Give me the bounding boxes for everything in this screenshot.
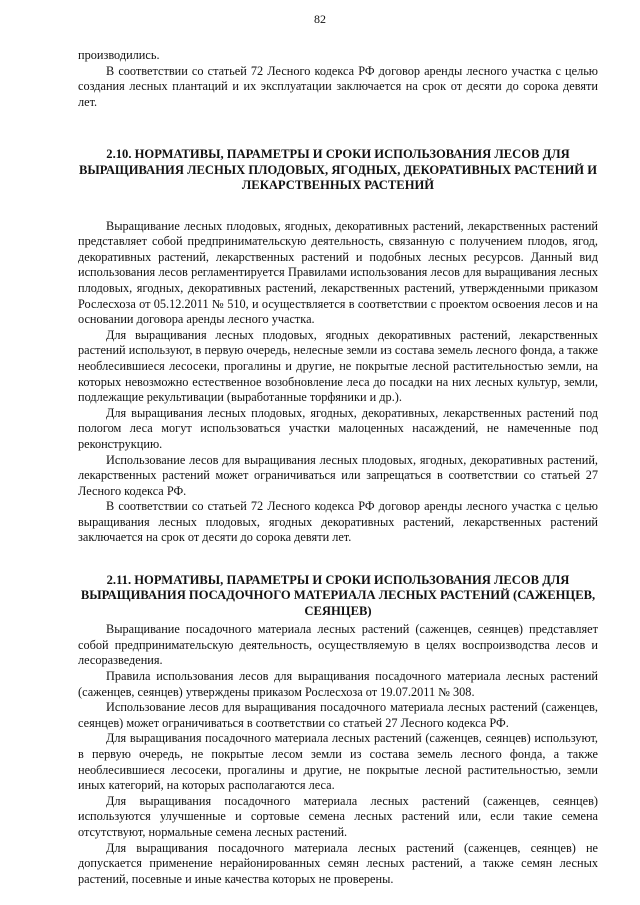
section-2-11-paragraph-2: Правила использования лесов для выращивания посадочного материала лесных растений (саженцев, сеянцев) утверждены приказом Рослесхоза от 19.07.2011 № 308. bbox=[78, 669, 598, 699]
section-2-11-paragraph-3: Использование лесов для выращивания посадочного материала лесных растений (саженцев, сеянцев) может ограничиваться в соответствии со статьей 27 Лесного кодекса РФ. bbox=[78, 700, 598, 730]
section-2-11-paragraph-5: Для выращивания посадочного материала лесных растений (саженцев, сеянцев) используются улучшенные и сортовые семена лесных растений или, если такие семена отсутствуют, нормальные семена лесных растений. bbox=[78, 793, 598, 839]
section-2-10-paragraph-5: В соответствии со статьей 72 Лесного кодекса РФ договор аренды лесного участка с целью выращивания лесных плодовых, ягодных декоративных растений, лекарственных растений заключается на срок от десяти до сорока девяти лет. bbox=[78, 499, 598, 545]
section-2-11-paragraph-6: Для выращивания посадочного материала лесных растений (саженцев, сеянцев) не допускается применение нерайонированных семян лесных растений, а также семян лесных растений, посевные и иные качества которых не проверены. bbox=[78, 840, 598, 886]
section-2-10-paragraph-3: Для выращивания лесных плодовых, ягодных, декоративных, лекарственных растений под пологом леса могут использоваться участки малоценных насаждений, не намеченные под реконструкцию. bbox=[78, 405, 598, 451]
intro-paragraph-2: В соответствии со статьей 72 Лесного кодекса РФ договор аренды лесного участка с целью создания лесных плантаций и их эксплуатации заключается на срок от десяти до сорока девяти лет. bbox=[78, 63, 598, 109]
intro-paragraph-1: производились. bbox=[78, 48, 160, 62]
section-2-10-paragraph-4: Использование лесов для выращивания лесных плодовых, ягодных, декоративных растений, лекарственных растений может ограничиваться или запрещаться в соответствии со статьей 27 Лесного кодекса РФ. bbox=[78, 452, 598, 498]
section-2-11-paragraph-1: Выращивание посадочного материала лесных растений (саженцев, сеянцев) представляет собой предпринимательскую деятельность, осуществляемую в целях воспроизводства лесов и лесоразведения. bbox=[78, 622, 598, 668]
page-content bbox=[78, 48, 598, 887]
section-2-10-paragraph-1: Выращивание лесных плодовых, ягодных, декоративных растений, лекарственных растений представляет собой предпринимательскую деятельность, связанную с получением плодов, ягод, декоративных растений, лекарственных растений и подобных лесных ресурсов. Данный вид использования лесов регламентируется Правилами использования лесов для выращивания лесных плодовых, ягодных, декоративных растений, лекарственных растений, утвержденными приказом Рослесхоза от 05.12.2011 № 510, и осуществляется в соответствии с проектом освоения лесов и на основании договора аренды лесного участка. bbox=[78, 218, 598, 327]
section-2-11-heading: 2.11. НОРМАТИВЫ, ПАРАМЕТРЫ И СРОКИ ИСПОЛЬЗОВАНИЯ ЛЕСОВ ДЛЯ ВЫРАЩИВАНИЯ ПОСАДОЧНОГО МАТЕРИАЛА ЛЕСНЫХ РАСТЕНИЙ (САЖЕНЦЕВ, СЕЯНЦЕВ) bbox=[80, 573, 596, 618]
section-2-10-heading: 2.10. НОРМАТИВЫ, ПАРАМЕТРЫ И СРОКИ ИСПОЛЬЗОВАНИЯ ЛЕСОВ ДЛЯ ВЫРАЩИВАНИЯ ЛЕСНЫХ ПЛОДОВЫХ, ЯГОДНЫХ, ДЕКОРАТИВНЫХ РАСТЕНИЙ И ЛЕКАРСТВЕННЫХ РАСТЕНИЙ bbox=[78, 147, 598, 193]
section-2-11-paragraph-4: Для выращивания посадочного материала лесных растений (саженцев, сеянцев) используют, в первую очередь, не покрытые лесом земли из состава земель лесного фонда, а также необлесившиеся лесосеки, прогалины и другие, не покрытые лесной растительностью, земли иных категорий, на которых располагаются леса. bbox=[78, 731, 598, 793]
page-number: 82 bbox=[314, 12, 326, 26]
section-2-10-paragraph-2: Для выращивания лесных плодовых, ягодных декоративных растений, лекарственных растений используют, в первую очередь, нелесные земли из состава земель лесного фонда, а также необлесившиеся лесосеки, прогалины и другие, не покрытые лесной растительностью земли, на которых невозможно естественное возобновление леса до посадки на них лесных культур, земли, подлежащие рекультивации (выработанные торфяники и др.). bbox=[78, 327, 598, 405]
